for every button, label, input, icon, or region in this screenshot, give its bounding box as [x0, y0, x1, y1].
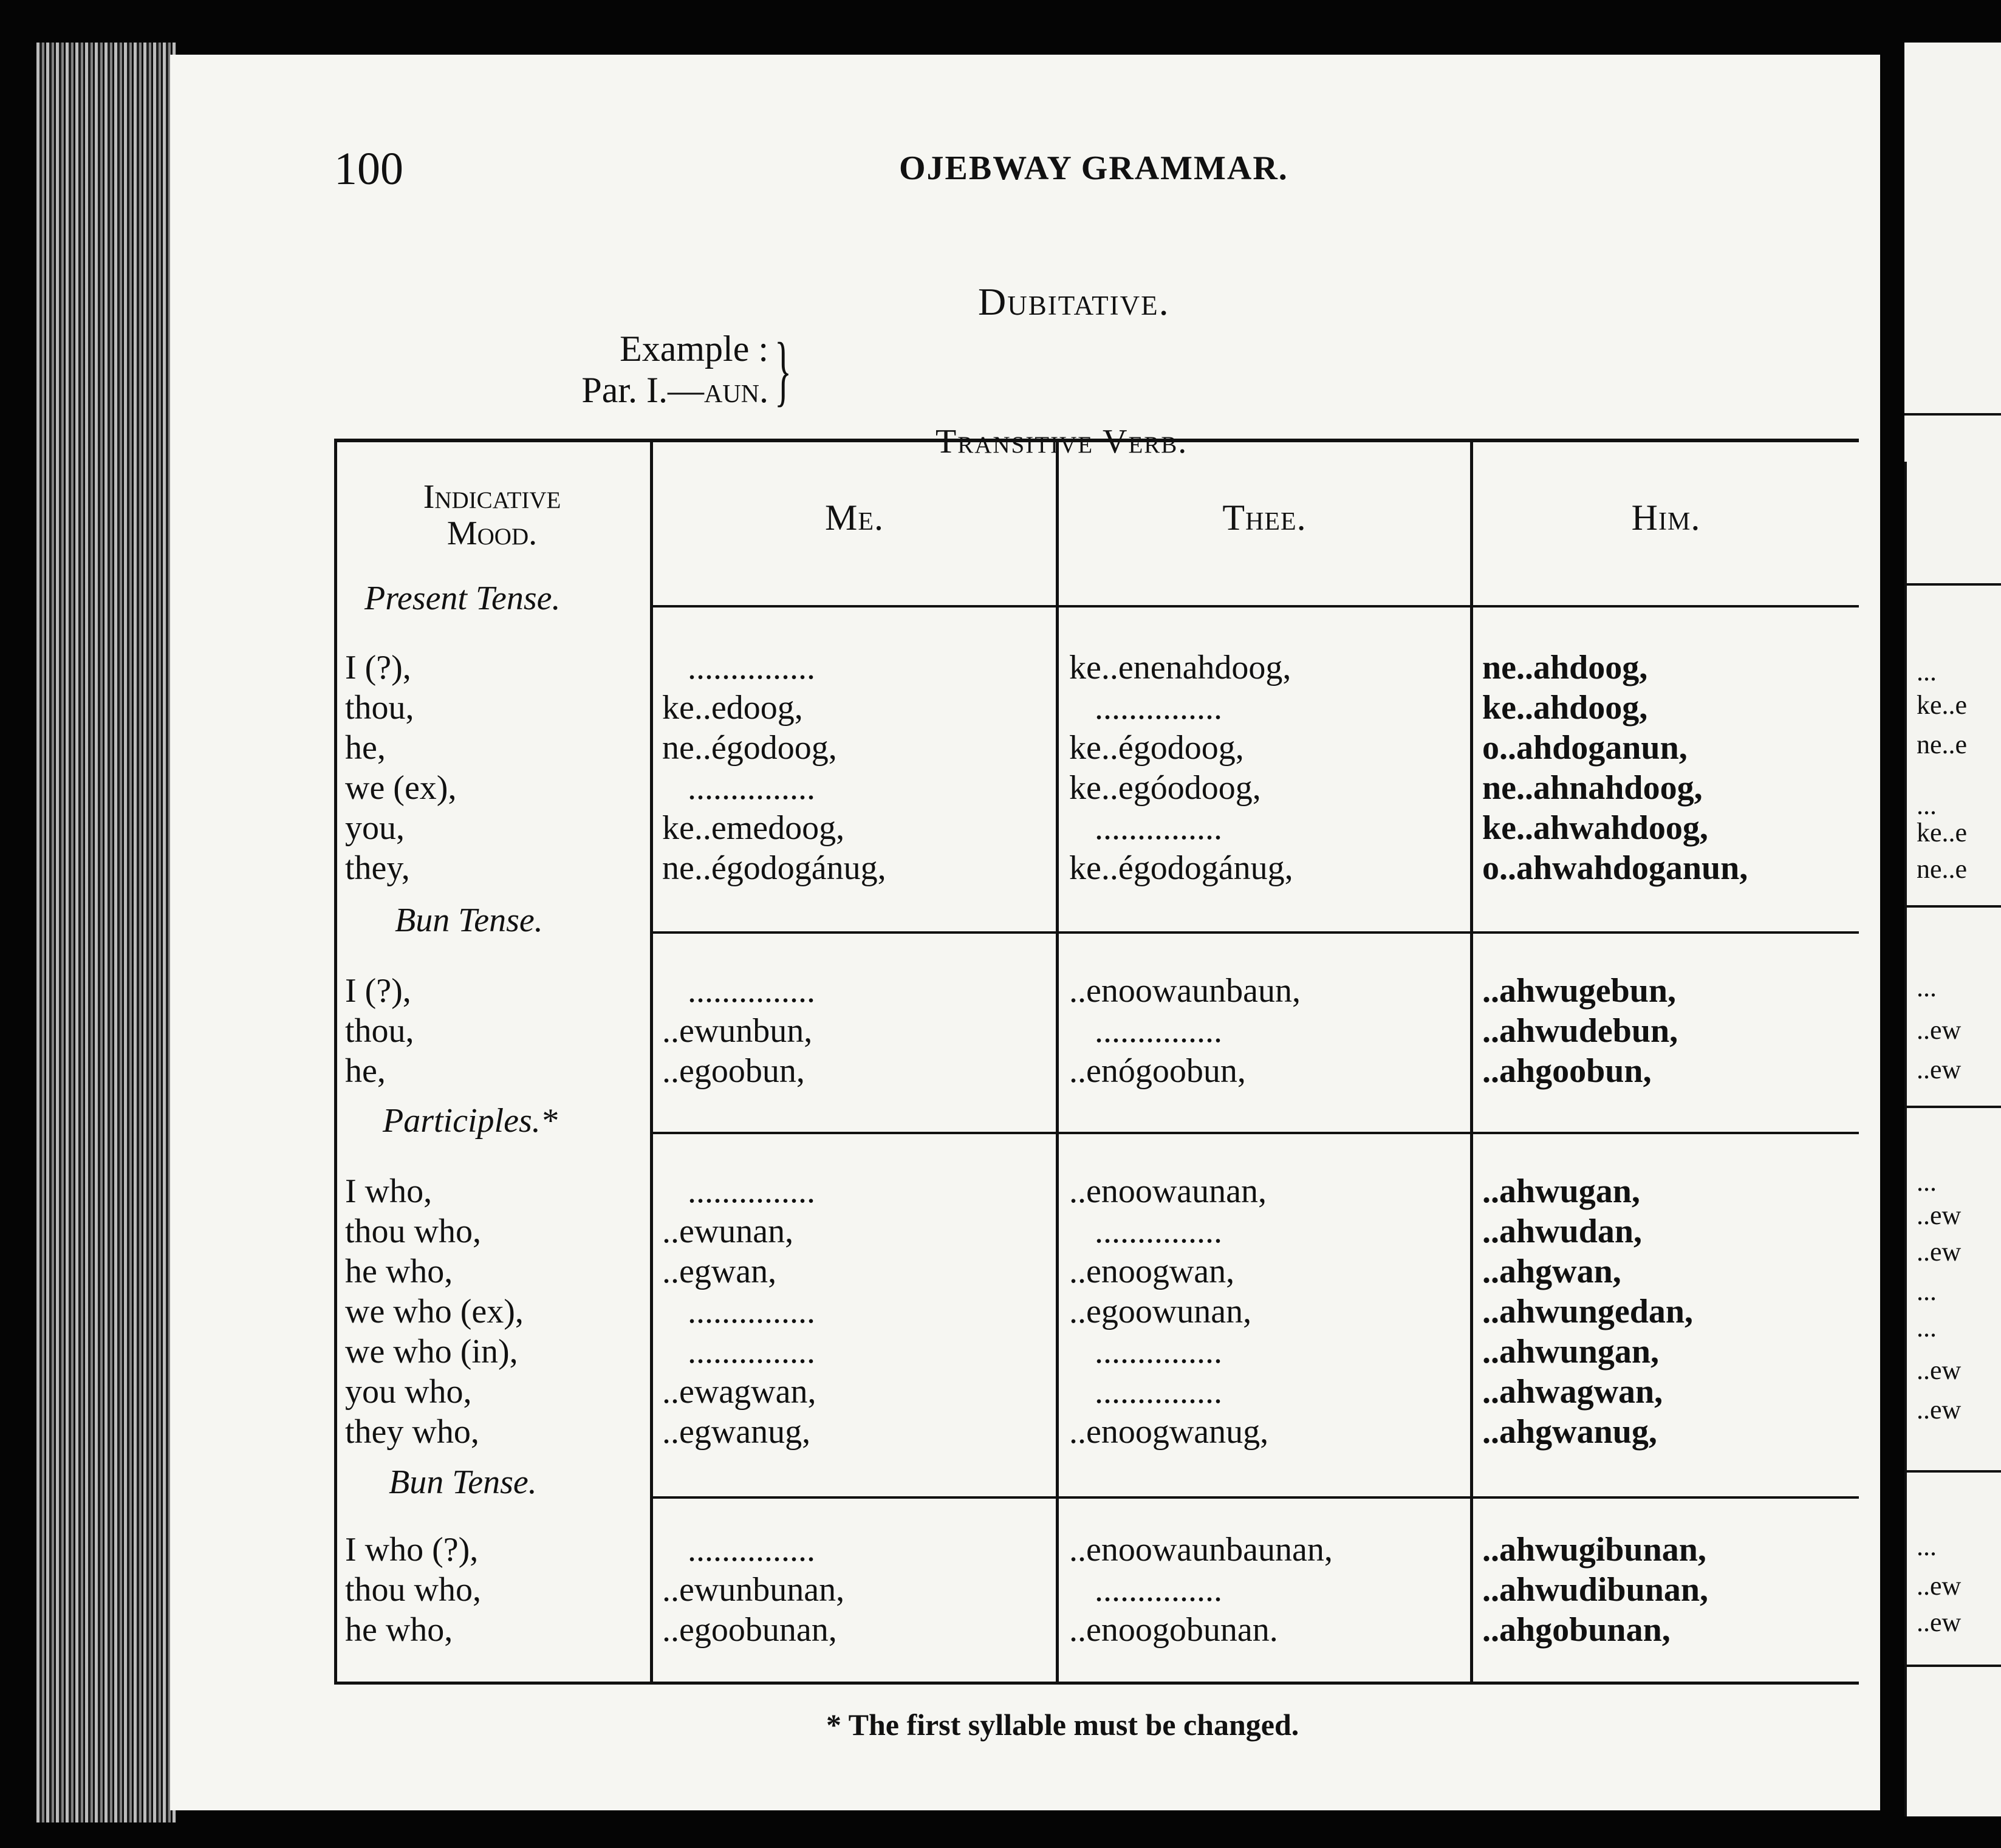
page-number: 100: [334, 143, 403, 194]
me-forms: ............... ..ewunbunan, ..egoobunan,: [662, 1531, 845, 1649]
thee-forms: ..enoowaunbaunan, ............... ..enoogobunan.: [1069, 1531, 1333, 1649]
thee-forms: ke..enenahdoog, ............... ke..égodoog, ke..egóodoog, ............... ke..égodogánug,: [1069, 649, 1293, 887]
column-header-me: Me.: [824, 498, 884, 538]
adjacent-fragment: ...: [1917, 1531, 1937, 1561]
verb-type-title: Transitive Verb.: [936, 423, 1188, 460]
person-labels: I (?), thou, he, we (ex), you, they,: [345, 649, 457, 887]
adjacent-fragment: ke..e: [1917, 690, 1968, 720]
me-forms: ............... ..ewunan, ..egwan, ............... ............... ..ewagwan, ..egwanug,: [662, 1172, 816, 1451]
mood-line-1: Indicative: [423, 478, 561, 516]
adjacent-fragment: ..ew: [1917, 1237, 1962, 1267]
adjacent-fragment: ..ew: [1917, 1200, 1962, 1230]
him-forms: ne..ahdoog, ke..ahdoog, o..ahdoganun, ne..ahnahdoog, ke..ahwahdoog, o..ahwahdoganun,: [1482, 649, 1748, 887]
curly-brace: }: [775, 327, 792, 414]
person-labels: I who (?), thou who, he who,: [345, 1531, 481, 1649]
thee-forms: ..enoowaunbaun, ............... ..enógoobun,: [1069, 972, 1301, 1090]
tense-heading: Participles.*: [383, 1102, 558, 1140]
running-head: OJEBWAY GRAMMAR.: [899, 149, 1288, 187]
footnote: * The first syllable must be changed.: [826, 1708, 1299, 1742]
adjacent-fragment: ke..e: [1917, 818, 1968, 847]
adjacent-fragment: ne..e: [1917, 730, 1968, 759]
adjacent-fragment: ..ew: [1917, 1355, 1962, 1385]
adjacent-fragment: ..ew: [1917, 1015, 1962, 1045]
tense-heading: Bun Tense.: [395, 902, 543, 939]
me-forms: ............... ..ewunbun, ..egoobun,: [662, 972, 815, 1090]
book-spine-edge: [36, 43, 176, 1822]
column-header-him: Him.: [1631, 498, 1701, 538]
adjacent-fragment: ...: [1917, 1276, 1937, 1306]
adjacent-fragment: ..ew: [1917, 1395, 1962, 1425]
adjacent-fragment: ...: [1917, 790, 1937, 820]
adjacent-fragment: ..ew: [1917, 1607, 1962, 1637]
paradigm-ending: aun.: [704, 370, 768, 410]
him-forms: ..ahwugibunan, ..ahwudibunan, ..ahgobunan,: [1482, 1531, 1709, 1649]
example-label: Example :: [620, 329, 768, 369]
me-forms: ............... ke..edoog, ne..égodoog, ............... ke..emedoog, ne..égodogánug,: [662, 649, 886, 887]
paradigm-reference: [337, 369, 768, 411]
paradigm-prefix: Par. I.—: [581, 370, 704, 410]
him-forms: ..ahwugan, ..ahwudan, ..ahgwan, ..ahwungedan, ..ahwungan, ..ahwagwan, ..ahgwanug,: [1482, 1172, 1694, 1451]
conjugation-table: [334, 439, 1859, 1685]
adjacent-fragment: ...: [1917, 1313, 1937, 1343]
tense-heading: Present Tense.: [364, 580, 561, 617]
adjacent-fragment: ne..e: [1917, 854, 1968, 884]
thee-forms: ..enoowaunan, ............... ..enoogwan, ..egoowunan, ............... ............... ..enoogwanug,: [1069, 1172, 1269, 1451]
mood-line-2: Mood.: [446, 515, 538, 552]
adjacent-fragment: ...: [1917, 1167, 1937, 1197]
column-header-thee: Thee.: [1222, 498, 1307, 538]
adjacent-fragment: ...: [1917, 973, 1937, 1002]
example-reference: [337, 328, 768, 411]
person-labels: I (?), thou, he,: [345, 972, 414, 1090]
him-forms: ..ahwugebun, ..ahwudebun, ..ahgoobun,: [1482, 972, 1678, 1090]
mood-header: [340, 479, 644, 552]
adjacent-fragment: ..ew: [1917, 1055, 1962, 1084]
section-title: Dubitative.: [978, 280, 1170, 323]
tense-heading: Bun Tense.: [389, 1463, 537, 1501]
book-page: [170, 55, 1880, 1810]
adjacent-fragment: ...: [1917, 657, 1937, 686]
adjacent-page-fragment: [1904, 43, 2001, 1816]
adjacent-fragment: ..ew: [1917, 1571, 1962, 1601]
person-labels: I who, thou who, he who, we who (ex), we who (in), you who, they who,: [345, 1172, 524, 1451]
